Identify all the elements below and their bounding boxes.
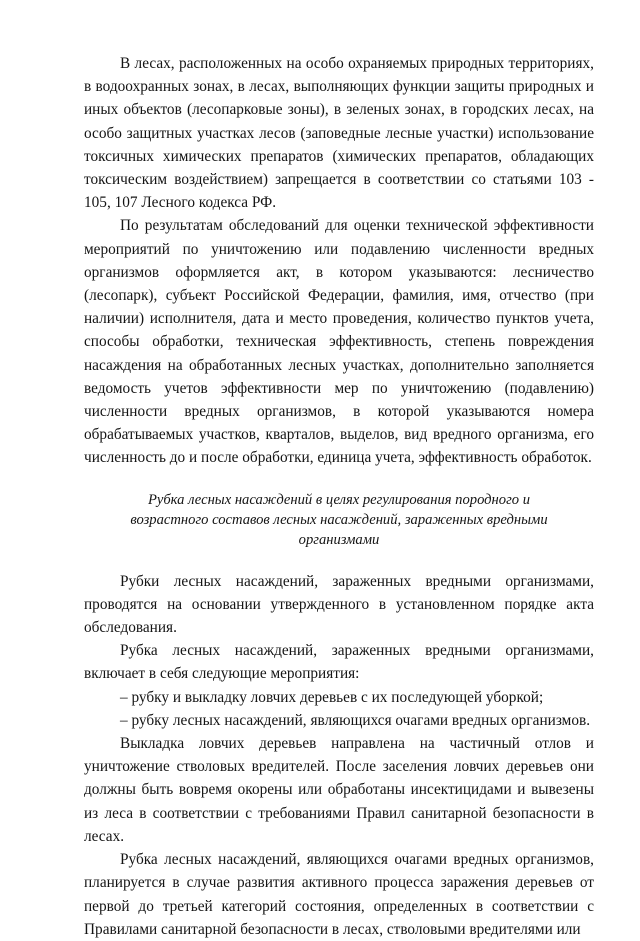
paragraph-protected-territories: В лесах, расположенных на особо охраняемых природных территориях, в водоохранных зонах, в лесах, выполняющих функции защиты природных и иных объектов (лесопарковые зоны), в зеленых зонах, в городских лесах, на особо защитных участках лесов (заповедные лесные участки) использование токсичных химических препаратов (химических препаратов, обладающих токсическим воздействием) запрещается в соответствии со статьями 103 - 105, 107 Лесного кодекса РФ.	[84, 55, 594, 212]
paragraph-trap-trees: Выкладка ловчих деревьев направлена на частичный отлов и уничтожение стволовых вредителей. После заселения ловчих деревьев они должны быть вовремя окорены или обработаны инсектицидами и вывезены из леса в соответствии с требованиями Правил санитарной безопасности в лесах.	[84, 735, 594, 845]
paragraph-pest-foci-felling: Рубка лесных насаждений, являющихся очагами вредных организмов, планируется в случае развития активного процесса заражения деревьев от первой до третьей категорий состояния, определенных в соответствии с Правилами санитарной безопасности в лесах, стволовыми вредителями или	[84, 851, 594, 938]
document-page	[84, 52, 594, 941]
list-item-trap-trees: – рубку и выкладку ловчих деревьев с их последующей уборкой;	[120, 688, 544, 706]
section-heading: Рубка лесных насаждений в целях регулирования породного и возрастного составов лесных насаждений, зараженных вредными организмами	[130, 491, 548, 548]
list-item-pest-foci: – рубку лесных насаждений, являющихся очагами вредных организмов.	[120, 711, 591, 729]
paragraph-felling-measures: Рубка лесных насаждений, зараженных вредными организмами, включает в себя следующие мероприятия:	[84, 642, 594, 683]
paragraph-inspection-act: По результатам обследований для оценки технической эффективности мероприятий по уничтожению или подавлению численности вредных организмов оформляется акт, в котором указываются: лесничество (лесопарк), субъект Российской Федерации, фамилия, имя, отчество (при наличии) исполнителя, дата и место проведения, количество пунктов учета, способы обработки, техническая эффективность, степень повреждения насаждения на обработанных лесных участках, дополнительно заполняется ведомость учетов эффективности мер по уничтожению (подавлению) численности вредных организмов, в которой указываются номера обрабатываемых участков, кварталов, выделов, вид вредного организма, его численность до и после обработки, единица учета, эффективность обработок.	[84, 217, 594, 467]
paragraph-felling-basis: Рубки лесных насаждений, зараженных вредными организмами, проводятся на основании утвержденного в установленном порядке акта обследования.	[84, 572, 594, 637]
